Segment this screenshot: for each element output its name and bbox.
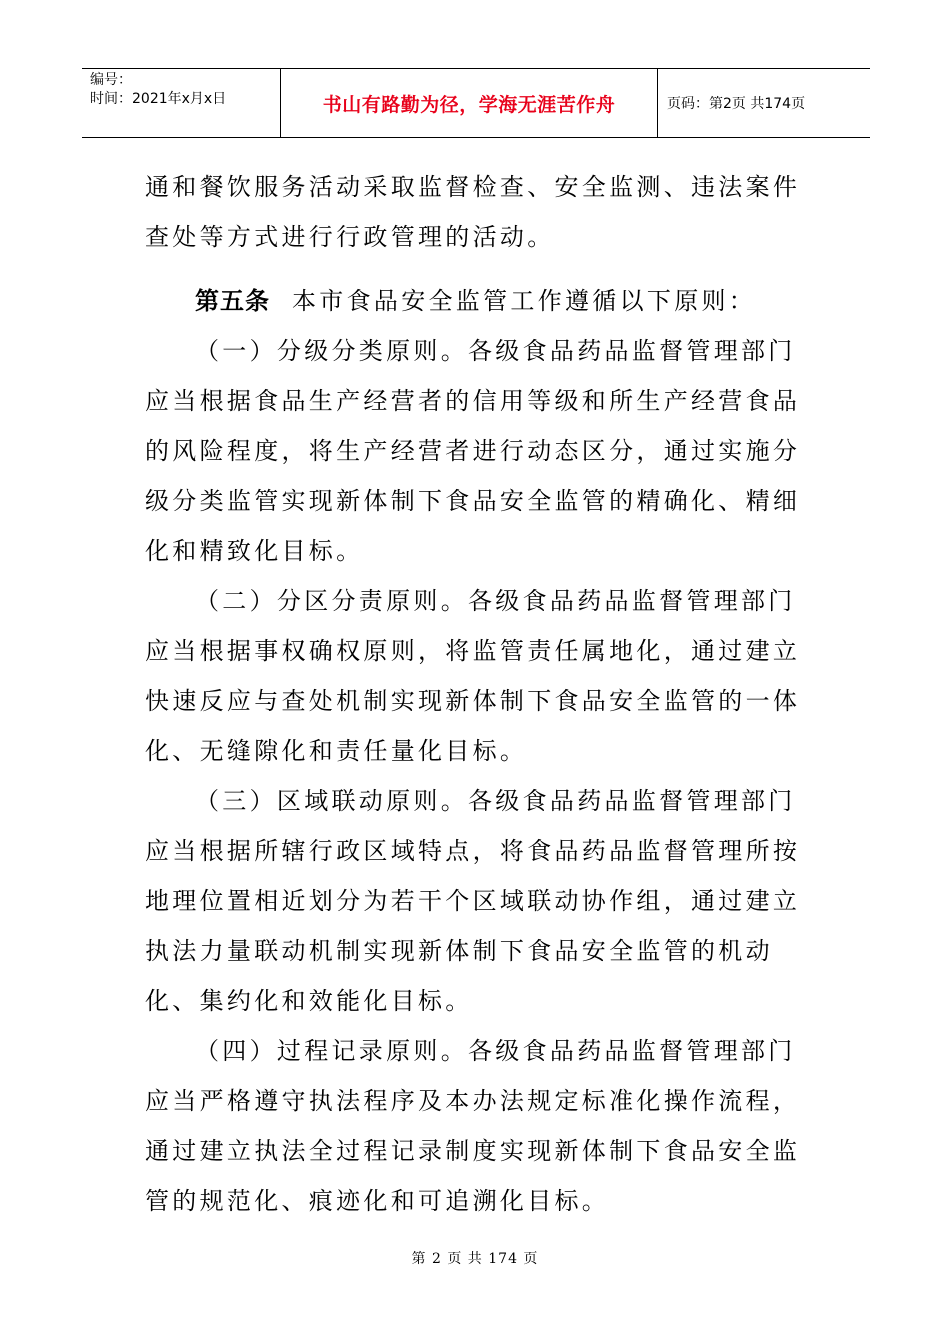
header-divider [657,69,658,137]
article-intro: 本市食品安全监管工作遵循以下原则： [292,287,757,315]
principle-paragraph-1: （一）分级分类原则。各级食品药品监督管理部门应当根据食品生产经营者的信用等级和所生产经营食品的风险程度，将生产经营者进行动态区分，通过实施分级分类监管实现新体制下食品安全监管的精确化、精细化和精致化目标。 [145,337,801,565]
continuation-paragraph: 通和餐饮服务活动采取监督检查、安全监测、违法案件查处等方式进行行政管理的活动。 [145,173,801,251]
document-number-label: 编号： [90,72,132,88]
principle-paragraph-3: （三）区域联动原则。各级食品药品监督管理部门应当根据所辖行政区域特点，将食品药品监督管理所按地理位置相近划分为若干个区域联动协作组，通过建立执法力量联动机制实现新体制下食品安全监管的机动化、集约化和效能化目标。 [145,787,801,1015]
page-footer: 第 2 页 共 174 页 [411,1251,539,1267]
header-meta [90,71,226,109]
article-number: 第五条 [195,287,270,315]
document-body [145,162,810,1226]
principle-paragraph-4: （四）过程记录原则。各级食品药品监督管理部门应当严格遵守执法程序及本办法规定标准化操作流程，通过建立执法全过程记录制度实现新体制下食品安全监管的规范化、痕迹化和可追溯化目标。 [145,1037,801,1215]
header-motto: 书山有路勤为径，学海无涯苦作舟 [322,93,616,116]
article-heading [145,276,810,326]
header-page-info: 页码：第2页 共174页 [667,96,806,112]
principle-paragraph-2: （二）分区分责原则。各级食品药品监督管理部门应当根据事权确权原则，将监管责任属地化，通过建立快速反应与查处机制实现新体制下食品安全监管的一体化、无缝隙化和责任量化目标。 [145,587,801,765]
document-date: 时间：2021年x月x日 [90,91,227,107]
page-header [82,68,870,138]
